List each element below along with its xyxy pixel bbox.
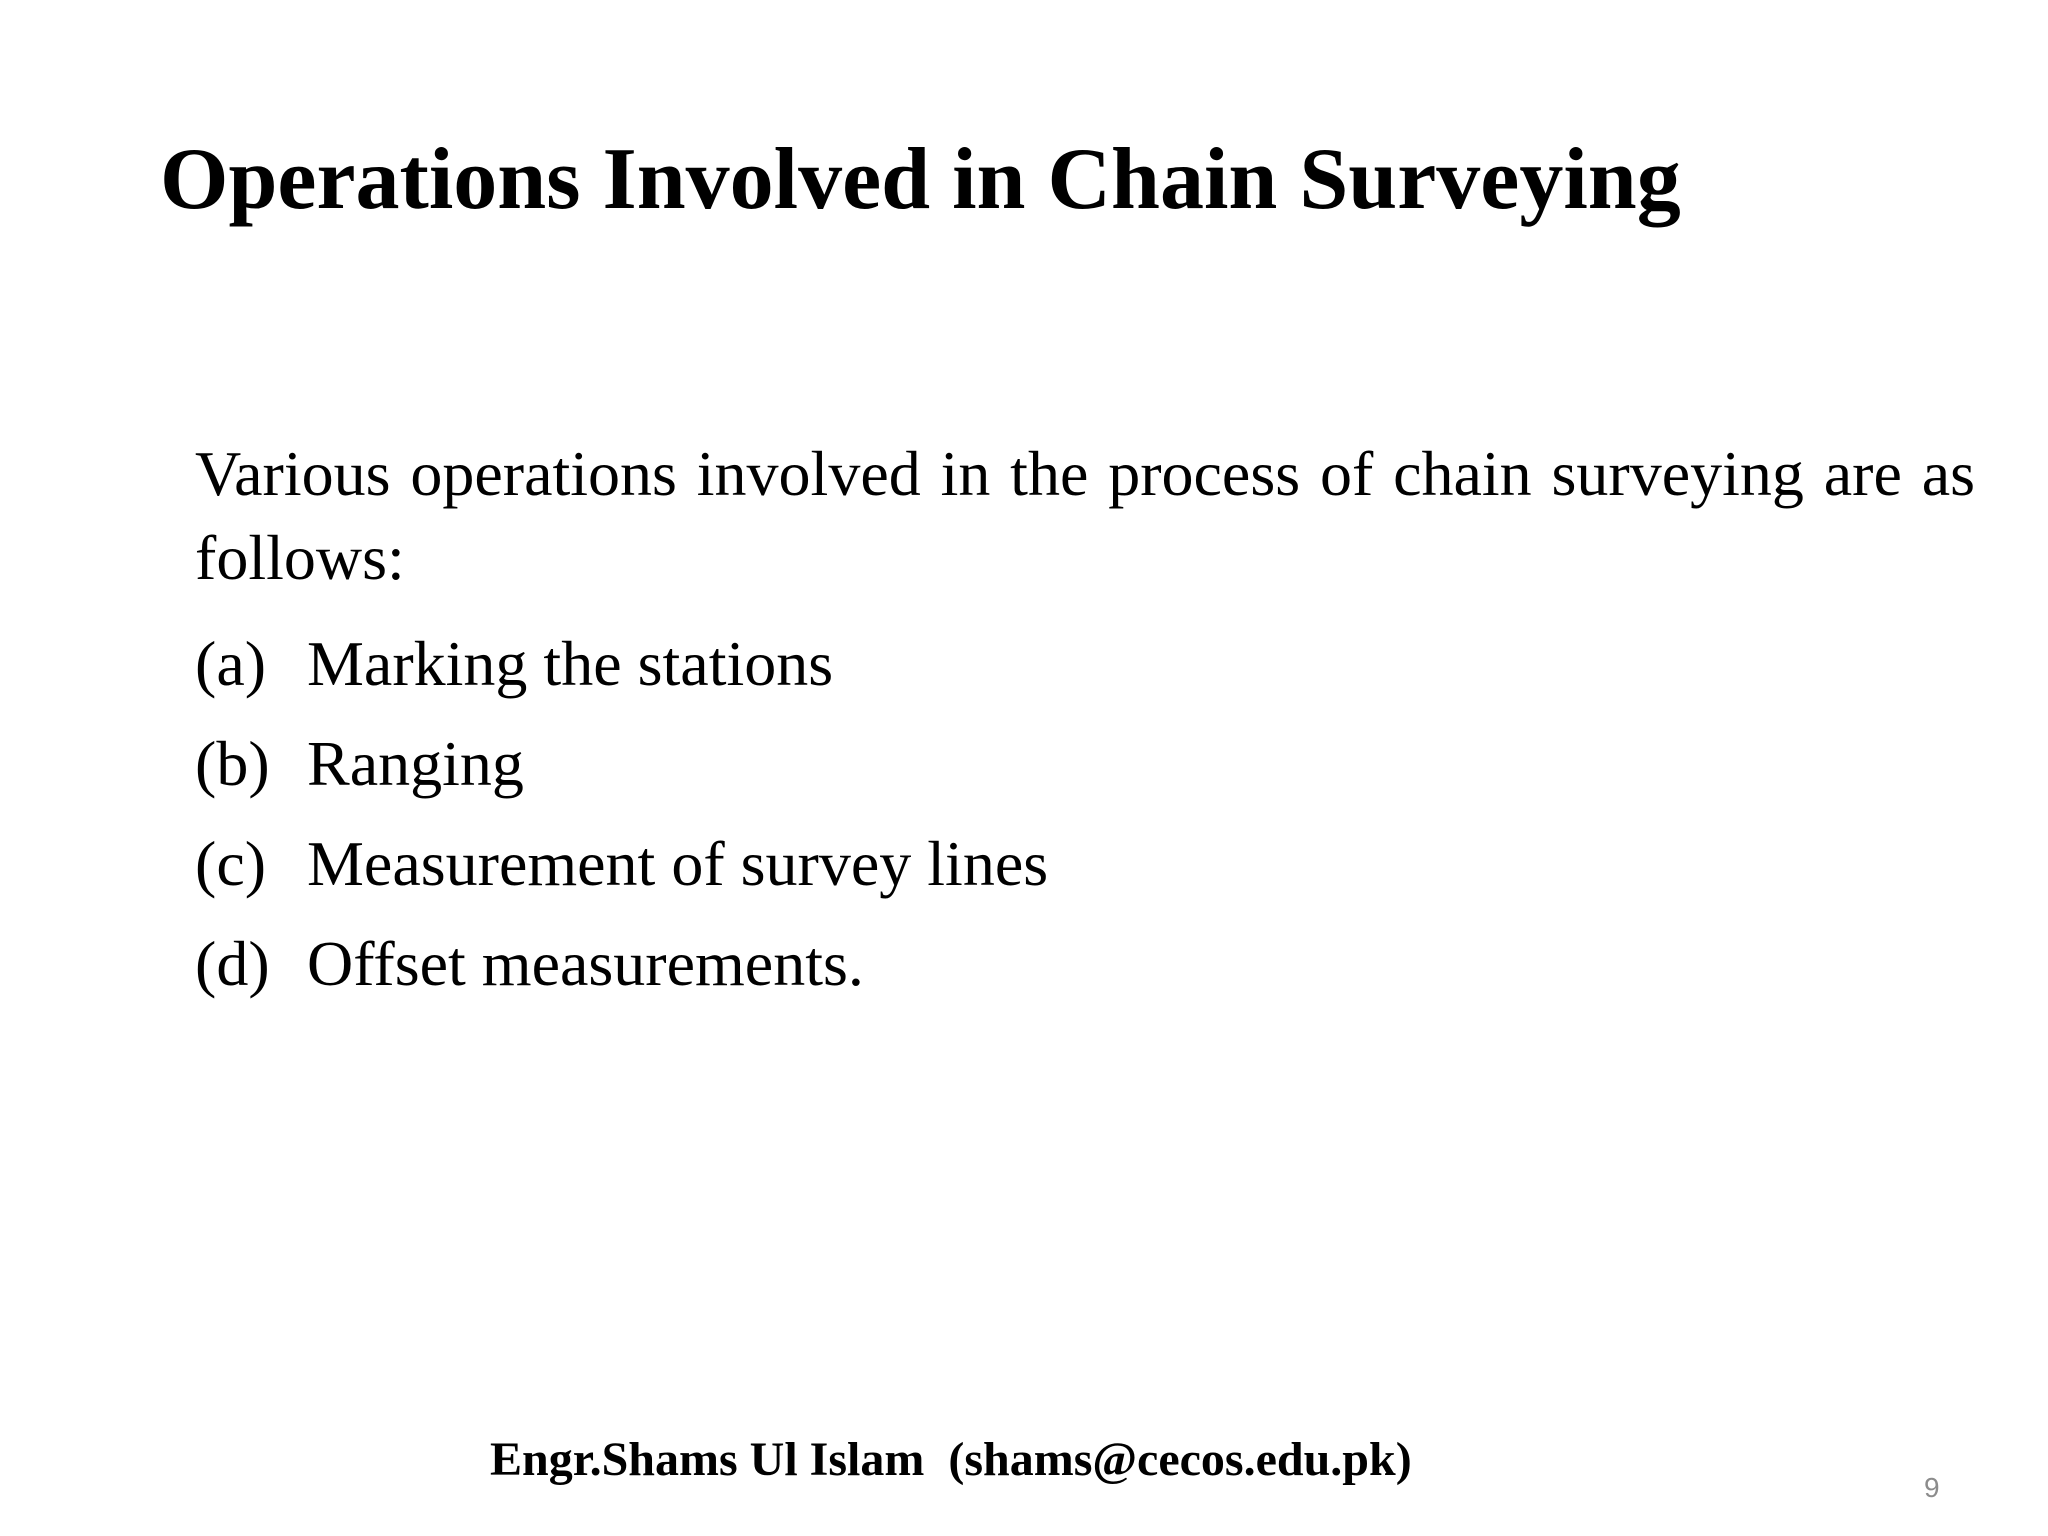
page-number: 9 [1924,1472,1940,1503]
operation-marker: (b) [195,728,270,799]
operation-marker: (c) [195,828,267,899]
operation-item-c [195,814,1975,914]
operation-item-a [195,614,1975,714]
slide-body [195,432,1975,1014]
author-footer: Engr.Shams Ul Islam (shams@cecos.edu.pk) [490,1433,1412,1486]
operations-list [195,614,1975,1014]
operation-text: Offset measurements. [307,928,864,999]
operation-text: Ranging [307,728,524,799]
operation-item-d [195,914,1975,1014]
operation-marker: (a) [195,628,267,699]
operation-text: Marking the stations [307,628,834,699]
operation-text: Measurement of survey lines [307,828,1049,899]
operation-marker: (d) [195,928,270,999]
operation-item-b [195,714,1975,814]
intro-paragraph: Various operations involved in the process of chain surveying are as follows: [195,438,1975,593]
slide-title: Operations Involved in Chain Surveying [160,131,1681,228]
